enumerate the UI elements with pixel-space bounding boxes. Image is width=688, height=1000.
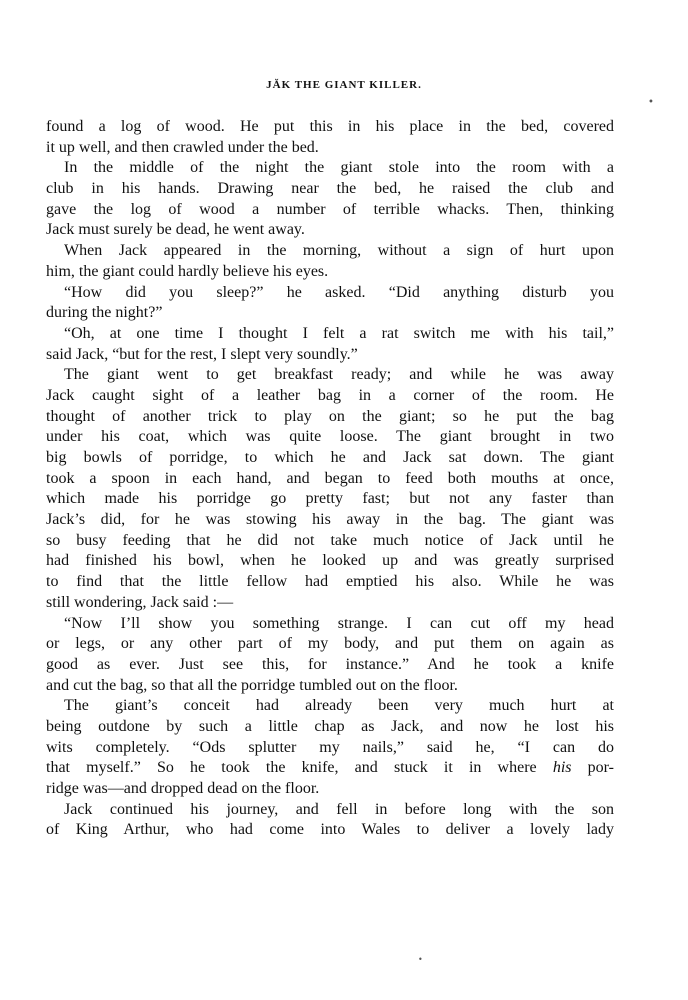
text-line: took a spoon in each hand, and began to feed both mouths at once, — [46, 469, 614, 487]
text-line: club in his hands. Drawing near the bed, he raised the club and — [46, 180, 614, 198]
text-line: found a log of wood. He put this in his place in the bed, covered — [46, 118, 614, 135]
speck-mark: • — [648, 97, 654, 108]
text-line: during the night?” — [46, 304, 163, 322]
speck-mark: • — [418, 955, 423, 964]
text-line: that myself.” So he took the knife, and stuck it in where his por- — [46, 759, 614, 777]
text-line: to find that the little fellow had emptied his also. While he was — [46, 573, 614, 591]
text-line: wits completely. “Ods splutter my nails,” said he, “I can do — [46, 738, 614, 756]
running-head: JĂK THE GIANT KILLER. — [266, 79, 422, 91]
text-line: under his coat, which was quite loose. The giant brought in two — [46, 428, 614, 446]
text-line: which made his porridge go pretty fast; but not any faster than — [46, 490, 614, 508]
text-line: big bowls of porridge, to which he and Jack sat down. The giant — [46, 449, 614, 466]
text-line: “Now I’ll show you something strange. I can cut off my head — [64, 614, 614, 632]
text-line: ridge was—and dropped dead on the floor. — [46, 780, 320, 797]
text-line: gave the log of wood a number of terrible whacks. Then, thinking — [46, 200, 614, 218]
text-line: said Jack, “but for the rest, I slept very soundly.” — [46, 345, 358, 363]
text-line: In the middle of the night the giant stole into the room with a — [64, 159, 614, 177]
text-line: The giant went to get breakfast ready; and while he was away — [64, 366, 614, 384]
text-line: being outdone by such a little chap as Jack, and now he lost his — [46, 717, 614, 735]
text-line: Jack must surely be dead, he went away. — [46, 221, 305, 239]
text-line: of King Arthur, who had come into Wales to deliver a lovely lady — [46, 821, 614, 839]
text-line: so busy feeding that he did not take much notice of Jack until he — [46, 531, 614, 549]
text-line: Jack’s did, for he was stowing his away in the bag. The giant was — [46, 511, 614, 529]
text-line: When Jack appeared in the morning, without a sign of hurt upon — [64, 242, 614, 260]
body-text — [46, 117, 614, 841]
text-line: “Oh, at one time I thought I felt a rat switch me with his tail,” — [64, 324, 614, 342]
text-line: good as ever. Just see this, for instance.” And he took a knife — [46, 655, 614, 673]
text-line: still wondering, Jack said :— — [46, 593, 234, 611]
text-line: The giant’s conceit had already been very much hurt at — [64, 697, 614, 715]
text-line: and cut the bag, so that all the porridge tumbled out on the floor. — [46, 676, 458, 694]
text-line: “How did you sleep?” he asked. “Did anything disturb you — [64, 283, 614, 301]
text-line: it up well, and then crawled under the bed. — [46, 138, 319, 156]
text-line: Jack continued his journey, and fell in before long with the son — [64, 800, 614, 818]
text-line: Jack caught sight of a leather bag in a corner of the room. He — [46, 386, 614, 404]
text-line: him, the giant could hardly believe his eyes. — [46, 262, 329, 280]
text-line: or legs, or any other part of my body, and put them on again as — [46, 635, 614, 653]
text-line: thought of another trick to play on the giant; so he put the bag — [46, 407, 614, 425]
text-line: had finished his bowl, when he looked up and was greatly surprised — [46, 552, 614, 570]
